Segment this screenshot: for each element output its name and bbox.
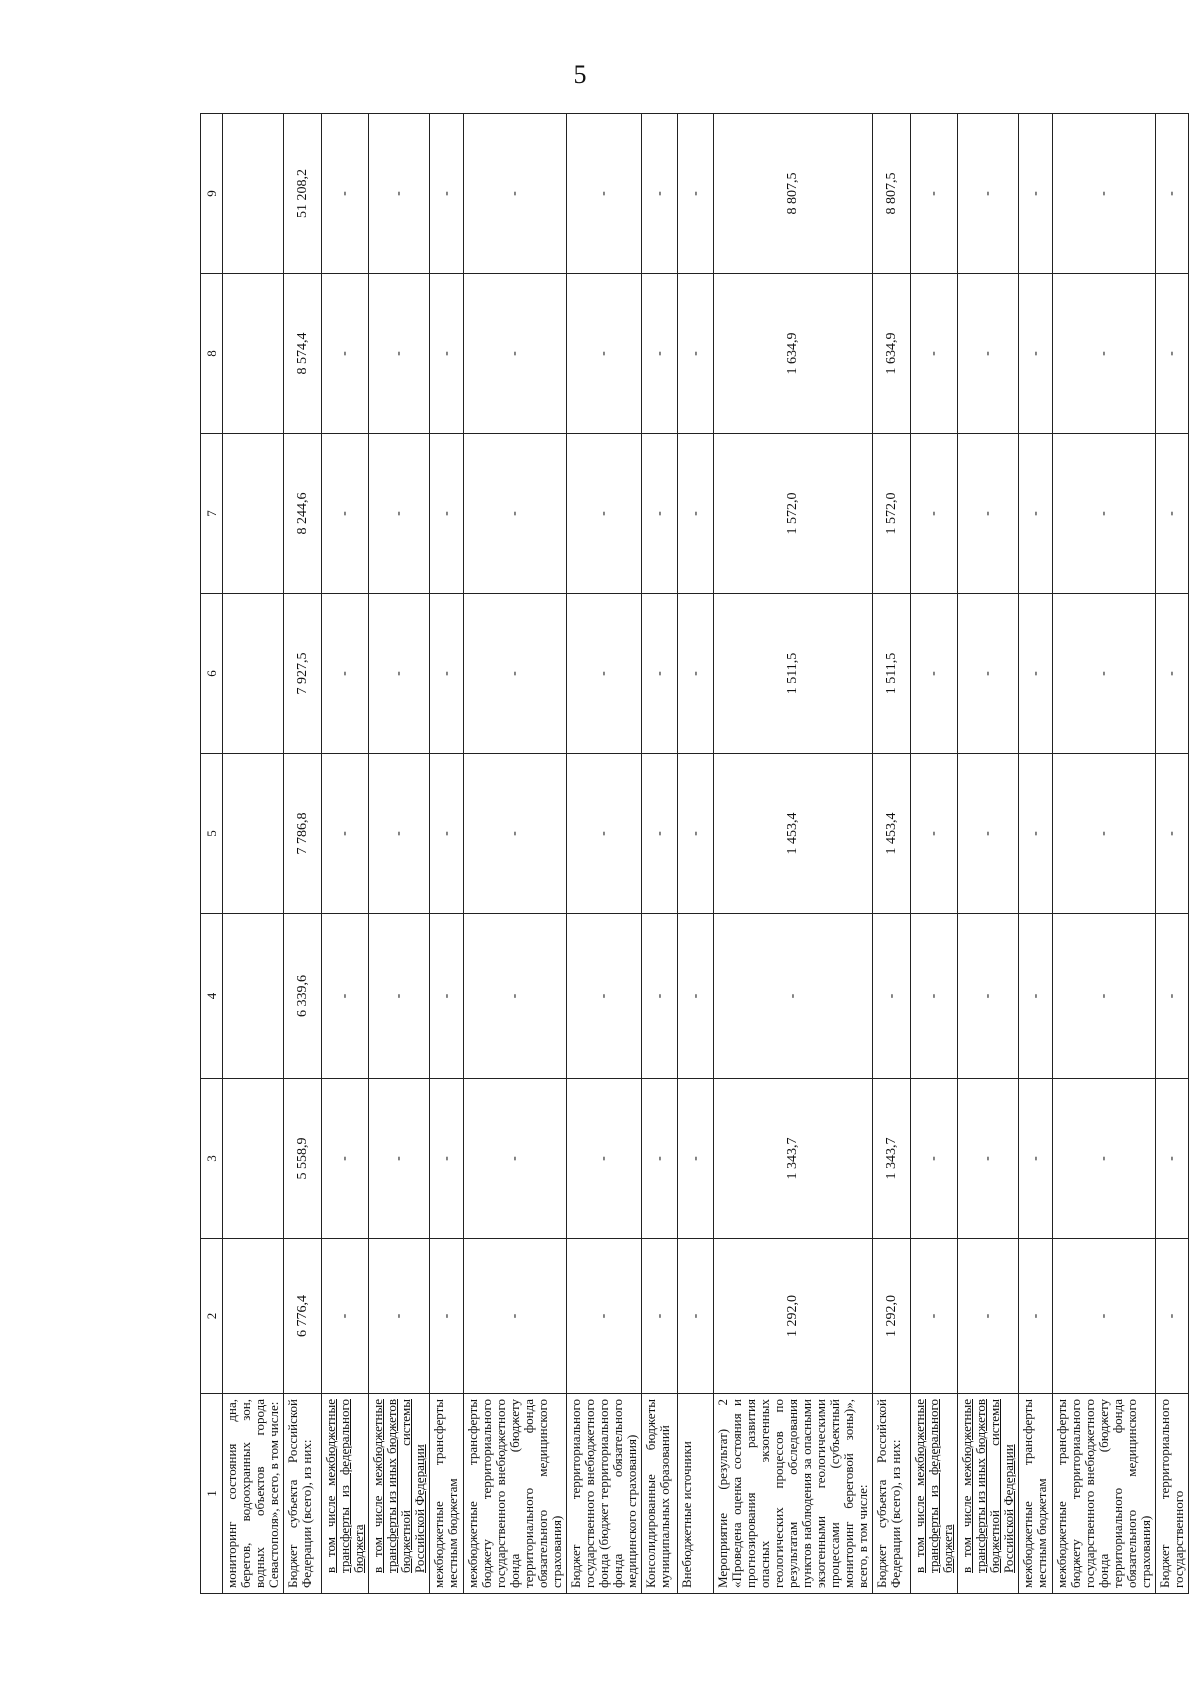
cell-value: 1 572,0 [873, 434, 911, 594]
column-header: 6 [201, 594, 223, 754]
row-label: Бюджет субъекта Российской Федерации (всего), из них: [284, 1394, 322, 1594]
cell-value: - [911, 114, 958, 274]
cell-value: - [322, 114, 369, 274]
row-label-text: в том числе межбюджетные трансферты из иных бюджетов бюджетной системы Российской Федерации [370, 1399, 427, 1573]
cell-value: - [567, 594, 642, 754]
row-label: Бюджет территориального государственного [1156, 1394, 1189, 1594]
row-label: межбюджетные трансферты бюджету территориального государственного внебюджетного фонда (бюджету территориального фонда обязательного медицинского страхования) [1053, 1394, 1156, 1594]
row-label: Внебюджетные источники [678, 1394, 714, 1594]
cell-value: - [911, 1079, 958, 1239]
cell-value: - [958, 114, 1019, 274]
cell-value: - [678, 914, 714, 1079]
cell-value: 7 927,5 [284, 594, 322, 754]
cell-value: - [1053, 914, 1156, 1079]
cell-value: - [1156, 754, 1189, 914]
cell-value: - [678, 274, 714, 434]
row-label: межбюджетные трансферты местным бюджетам [1019, 1394, 1053, 1594]
cell-value: - [430, 914, 464, 1079]
cell-value: - [958, 434, 1019, 594]
cell-value [223, 1239, 284, 1394]
cell-value: - [430, 594, 464, 754]
table-row [284, 114, 322, 1594]
cell-value: - [1053, 274, 1156, 434]
cell-value: - [369, 114, 430, 274]
row-label: межбюджетные трансферты местным бюджетам [430, 1394, 464, 1594]
budget-table [200, 113, 1189, 1594]
cell-value: 1 292,0 [714, 1239, 873, 1394]
row-label: Бюджет субъекта Российской Федерации (всего), из них: [873, 1394, 911, 1594]
cell-value: - [642, 914, 678, 1079]
row-label: Бюджет территориального государственного внебюджетного фонда (бюджет территориального фонда обязательного медицинского страхования) [567, 1394, 642, 1594]
cell-value: - [714, 914, 873, 1079]
cell-value: - [1053, 594, 1156, 754]
cell-value: - [322, 274, 369, 434]
cell-value: - [958, 914, 1019, 1079]
cell-value: - [678, 114, 714, 274]
cell-value: - [1156, 434, 1189, 594]
cell-value: 1 292,0 [873, 1239, 911, 1394]
cell-value: - [1053, 1079, 1156, 1239]
table-header-row [201, 114, 223, 1594]
cell-value: - [322, 594, 369, 754]
row-label: Консолидированные бюджеты муниципальных образований [642, 1394, 678, 1594]
cell-value: - [958, 1079, 1019, 1239]
cell-value: - [1156, 274, 1189, 434]
cell-value: - [464, 754, 567, 914]
cell-value: - [567, 434, 642, 594]
table-row [911, 114, 958, 1594]
table-row [567, 114, 642, 1594]
row-label [958, 1394, 1019, 1594]
cell-value: - [642, 1079, 678, 1239]
cell-value: - [322, 754, 369, 914]
cell-value: 5 558,9 [284, 1079, 322, 1239]
cell-value: 1 343,7 [714, 1079, 873, 1239]
cell-value: - [1053, 754, 1156, 914]
cell-value: - [430, 1079, 464, 1239]
cell-value: 1 572,0 [714, 434, 873, 594]
cell-value: - [1156, 114, 1189, 274]
row-label-text: в том числе межбюджетные трансферты из федерального бюджета [912, 1399, 955, 1573]
cell-value: - [567, 114, 642, 274]
cell-value: - [1156, 1239, 1189, 1394]
cell-value: - [1019, 434, 1053, 594]
table-row [958, 114, 1019, 1594]
cell-value: - [1019, 1079, 1053, 1239]
column-header: 9 [201, 114, 223, 274]
cell-value: - [369, 594, 430, 754]
cell-value: - [430, 754, 464, 914]
cell-value: - [1156, 914, 1189, 1079]
cell-value [223, 594, 284, 754]
cell-value: - [958, 274, 1019, 434]
cell-value: - [464, 274, 567, 434]
table-row [322, 114, 369, 1594]
cell-value: - [911, 594, 958, 754]
cell-value: - [1053, 1239, 1156, 1394]
cell-value: 8 807,5 [873, 114, 911, 274]
cell-value: - [958, 754, 1019, 914]
cell-value: - [430, 114, 464, 274]
column-header: 4 [201, 914, 223, 1079]
cell-value: 7 786,8 [284, 754, 322, 914]
cell-value: 1 453,4 [714, 754, 873, 914]
cell-value: 1 634,9 [873, 274, 911, 434]
cell-value: - [1019, 754, 1053, 914]
cell-value: - [322, 914, 369, 1079]
row-label [322, 1394, 369, 1594]
cell-value: - [911, 754, 958, 914]
table-row [430, 114, 464, 1594]
cell-value: - [464, 434, 567, 594]
table-row [678, 114, 714, 1594]
cell-value: - [642, 114, 678, 274]
cell-value: - [1156, 1079, 1189, 1239]
cell-value [223, 274, 284, 434]
cell-value: - [369, 1079, 430, 1239]
column-header: 8 [201, 274, 223, 434]
cell-value: - [642, 274, 678, 434]
cell-value: - [1019, 274, 1053, 434]
cell-value: - [322, 1239, 369, 1394]
table-row [642, 114, 678, 1594]
rotated-table-wrapper [200, 114, 1186, 1594]
row-label [911, 1394, 958, 1594]
cell-value: 8 574,4 [284, 274, 322, 434]
row-label-text: в том числе межбюджетные трансферты из иных бюджетов бюджетной системы Российской Федерации [959, 1399, 1016, 1573]
column-header: 1 [201, 1394, 223, 1594]
row-label [369, 1394, 430, 1594]
column-header: 2 [201, 1239, 223, 1394]
cell-value: - [1053, 114, 1156, 274]
cell-value: - [567, 914, 642, 1079]
page-number: 5 [573, 60, 587, 89]
cell-value: 1 453,4 [873, 754, 911, 914]
cell-value: - [678, 1239, 714, 1394]
cell-value: - [911, 1239, 958, 1394]
cell-value: - [678, 434, 714, 594]
cell-value [223, 1079, 284, 1239]
cell-value: 1 511,5 [714, 594, 873, 754]
cell-value: - [322, 434, 369, 594]
cell-value: 51 208,2 [284, 114, 322, 274]
cell-value: - [369, 914, 430, 1079]
cell-value [223, 914, 284, 1079]
table-row [223, 114, 284, 1594]
cell-value: - [1019, 594, 1053, 754]
cell-value: - [911, 274, 958, 434]
cell-value: - [567, 754, 642, 914]
cell-value: - [322, 1079, 369, 1239]
cell-value: - [642, 594, 678, 754]
cell-value: - [430, 434, 464, 594]
table-row [464, 114, 567, 1594]
table-row [369, 114, 430, 1594]
cell-value: - [1156, 594, 1189, 754]
cell-value: 6 339,6 [284, 914, 322, 1079]
table-row [1156, 114, 1189, 1594]
cell-value: - [369, 754, 430, 914]
cell-value [223, 434, 284, 594]
column-header: 5 [201, 754, 223, 914]
cell-value: - [678, 754, 714, 914]
cell-value: 1 511,5 [873, 594, 911, 754]
row-label: мониторинг состояния дна, берегов, водоохранных зон, водных объектов города Севастополя», всего, в том числе: [223, 1394, 284, 1594]
cell-value: - [678, 1079, 714, 1239]
cell-value: - [430, 1239, 464, 1394]
cell-value: 1 343,7 [873, 1079, 911, 1239]
table-row [1053, 114, 1156, 1594]
cell-value: 1 634,9 [714, 274, 873, 434]
cell-value [223, 754, 284, 914]
cell-value: - [1019, 1239, 1053, 1394]
cell-value: - [369, 274, 430, 434]
column-header: 3 [201, 1079, 223, 1239]
table-row [714, 114, 873, 1594]
cell-value: - [958, 1239, 1019, 1394]
cell-value: - [464, 1239, 567, 1394]
cell-value: - [642, 754, 678, 914]
cell-value: - [464, 914, 567, 1079]
row-label-text: в том числе межбюджетные трансферты из федерального бюджета [323, 1399, 366, 1573]
cell-value: 8 244,6 [284, 434, 322, 594]
cell-value [223, 114, 284, 274]
cell-value: - [369, 434, 430, 594]
cell-value: - [430, 274, 464, 434]
table-row [1019, 114, 1053, 1594]
row-label: межбюджетные трансферты бюджету территориального государственного внебюджетного фонда (бюджету территориального фонда обязательного медицинского страхования) [464, 1394, 567, 1594]
cell-value: - [958, 594, 1019, 754]
cell-value: - [464, 594, 567, 754]
cell-value: - [567, 274, 642, 434]
cell-value: - [678, 594, 714, 754]
cell-value: - [873, 914, 911, 1079]
table-row [873, 114, 911, 1594]
cell-value: - [369, 1239, 430, 1394]
cell-value: - [642, 434, 678, 594]
cell-value: - [567, 1079, 642, 1239]
cell-value: - [464, 114, 567, 274]
cell-value: - [911, 914, 958, 1079]
cell-value: 6 776,4 [284, 1239, 322, 1394]
cell-value: - [642, 1239, 678, 1394]
row-label: Мероприятие (результат) 2 «Проведена оценка состояния и прогнозирования развития опасных экзогенных геологических процессов по результатам обследования пунктов наблюдения за опасными экзогенными геологическими процессами (субъектный мониторинг береговой зоны)», всего, в том числе: [714, 1394, 873, 1594]
cell-value: - [1053, 434, 1156, 594]
cell-value: - [911, 434, 958, 594]
cell-value: - [1019, 114, 1053, 274]
column-header: 7 [201, 434, 223, 594]
cell-value: - [567, 1239, 642, 1394]
cell-value: - [1019, 914, 1053, 1079]
cell-value: 8 807,5 [714, 114, 873, 274]
cell-value: - [464, 1079, 567, 1239]
